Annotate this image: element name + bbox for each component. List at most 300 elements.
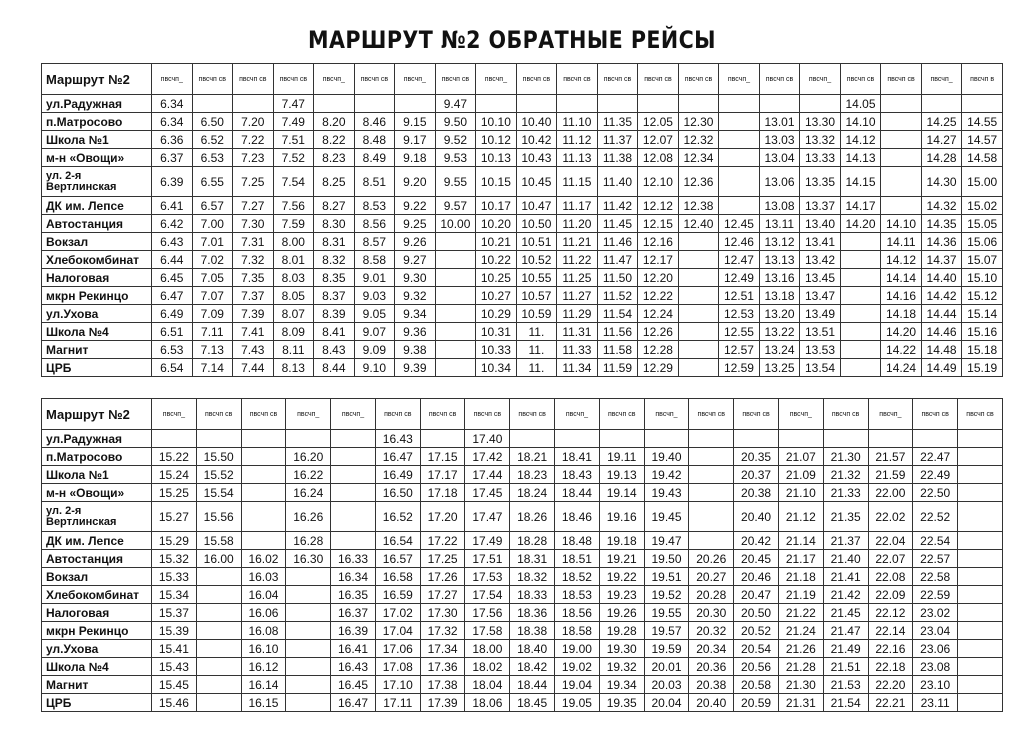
departure-time bbox=[840, 323, 881, 341]
departure-time: 12.15 bbox=[638, 215, 679, 233]
departure-time: 9.18 bbox=[395, 149, 436, 167]
trip-code-header: пвсчп св bbox=[759, 64, 800, 95]
departure-time bbox=[778, 430, 823, 448]
departure-time: 15.00 bbox=[962, 167, 1003, 197]
trip-code-header: пвсчп св bbox=[510, 399, 555, 430]
departure-time: 13.54 bbox=[800, 359, 841, 377]
departure-time: 22.58 bbox=[913, 568, 958, 586]
stop-row bbox=[42, 215, 1003, 233]
departure-time: 21.51 bbox=[823, 658, 868, 676]
departure-time: 10.43 bbox=[516, 149, 557, 167]
departure-time: 10.20 bbox=[476, 215, 517, 233]
departure-time bbox=[196, 586, 241, 604]
departure-time: 21.53 bbox=[823, 676, 868, 694]
departure-time: 14.13 bbox=[840, 149, 881, 167]
departure-time: 7.05 bbox=[192, 269, 233, 287]
departure-time: 11.46 bbox=[597, 233, 638, 251]
departure-time bbox=[395, 95, 436, 113]
departure-time bbox=[196, 640, 241, 658]
departure-time: 7.51 bbox=[273, 131, 314, 149]
departure-time: 14.12 bbox=[881, 251, 922, 269]
trip-code-header: пвсчп_ bbox=[719, 64, 760, 95]
departure-time: 16.26 bbox=[286, 502, 331, 532]
departure-time bbox=[840, 233, 881, 251]
departure-time: 15.06 bbox=[962, 233, 1003, 251]
departure-time bbox=[958, 430, 1003, 448]
departure-time bbox=[759, 95, 800, 113]
departure-time: 11.31 bbox=[557, 323, 598, 341]
trip-code-header: пвсчп св bbox=[196, 399, 241, 430]
departure-time bbox=[823, 430, 868, 448]
departure-time: 11.12 bbox=[557, 131, 598, 149]
departure-time: 17.42 bbox=[465, 448, 510, 466]
trip-code-header: пвсчп_ bbox=[476, 64, 517, 95]
stop-name: ДК им. Лепсе bbox=[42, 532, 152, 550]
departure-time: 14.10 bbox=[840, 113, 881, 131]
departure-time: 12.38 bbox=[678, 197, 719, 215]
departure-time: 14.18 bbox=[881, 305, 922, 323]
departure-time: 14.22 bbox=[881, 341, 922, 359]
departure-time: 11.40 bbox=[597, 167, 638, 197]
departure-time: 17.51 bbox=[465, 550, 510, 568]
stop-row bbox=[42, 604, 1003, 622]
departure-time: 15.12 bbox=[962, 287, 1003, 305]
departure-time: 12.30 bbox=[678, 113, 719, 131]
departure-time: 12.10 bbox=[638, 167, 679, 197]
departure-time: 10.25 bbox=[476, 269, 517, 287]
stop-name: ул. 2-я Вертлинская bbox=[42, 167, 152, 197]
trip-code-header: пвсчп св bbox=[557, 64, 598, 95]
trip-code-header: пвсчп_ bbox=[314, 64, 355, 95]
trip-code-header: пвсчп_ bbox=[152, 64, 193, 95]
departure-time: 14.35 bbox=[921, 215, 962, 233]
departure-time: 19.00 bbox=[555, 640, 600, 658]
departure-time bbox=[881, 197, 922, 215]
departure-time: 18.56 bbox=[555, 604, 600, 622]
departure-time: 18.04 bbox=[465, 676, 510, 694]
departure-time: 10.45 bbox=[516, 167, 557, 197]
departure-time: 21.33 bbox=[823, 484, 868, 502]
schedule-table-evening bbox=[41, 398, 1003, 712]
departure-time bbox=[286, 640, 331, 658]
departure-time: 18.44 bbox=[510, 676, 555, 694]
departure-time: 21.37 bbox=[823, 532, 868, 550]
departure-time: 11.27 bbox=[557, 287, 598, 305]
stop-name: Автостанция bbox=[42, 550, 152, 568]
departure-time bbox=[233, 95, 274, 113]
departure-time: 16.04 bbox=[241, 586, 286, 604]
departure-time bbox=[689, 502, 734, 532]
departure-time: 19.04 bbox=[555, 676, 600, 694]
departure-time bbox=[435, 233, 476, 251]
departure-time: 6.53 bbox=[152, 341, 193, 359]
departure-time: 15.02 bbox=[962, 197, 1003, 215]
departure-time: 17.06 bbox=[375, 640, 420, 658]
stop-name: мкрн Рекинцо bbox=[42, 287, 152, 305]
departure-time: 15.16 bbox=[962, 323, 1003, 341]
trip-code-header: пвсчп св bbox=[516, 64, 557, 95]
departure-time: 16.50 bbox=[375, 484, 420, 502]
departure-time bbox=[241, 484, 286, 502]
departure-time bbox=[678, 341, 719, 359]
departure-time: 11.54 bbox=[597, 305, 638, 323]
departure-time bbox=[331, 430, 376, 448]
stop-row bbox=[42, 430, 1003, 448]
departure-time bbox=[881, 131, 922, 149]
departure-time: 15.29 bbox=[152, 532, 197, 550]
stop-name: Магнит bbox=[42, 341, 152, 359]
departure-time: 15.25 bbox=[152, 484, 197, 502]
departure-time: 17.02 bbox=[375, 604, 420, 622]
departure-time: 16.35 bbox=[331, 586, 376, 604]
departure-time bbox=[241, 448, 286, 466]
departure-time bbox=[331, 448, 376, 466]
departure-time: 11.59 bbox=[597, 359, 638, 377]
departure-time: 18.46 bbox=[555, 502, 600, 532]
departure-time: 12.28 bbox=[638, 341, 679, 359]
departure-time: 19.16 bbox=[599, 502, 644, 532]
departure-time: 11.34 bbox=[557, 359, 598, 377]
trip-code-header: пвсчп_ bbox=[152, 399, 197, 430]
departure-time: 17.04 bbox=[375, 622, 420, 640]
departure-time: 14.58 bbox=[962, 149, 1003, 167]
departure-time: 16.03 bbox=[241, 568, 286, 586]
departure-time: 21.35 bbox=[823, 502, 868, 532]
departure-time: 11.13 bbox=[557, 149, 598, 167]
stop-name: Школа №1 bbox=[42, 131, 152, 149]
departure-time: 13.41 bbox=[800, 233, 841, 251]
departure-time: 13.01 bbox=[759, 113, 800, 131]
departure-time: 8.01 bbox=[273, 251, 314, 269]
departure-time bbox=[678, 233, 719, 251]
departure-time: 21.57 bbox=[868, 448, 913, 466]
departure-time: 11.37 bbox=[597, 131, 638, 149]
stop-name: ДК им. Лепсе bbox=[42, 197, 152, 215]
stop-row bbox=[42, 305, 1003, 323]
departure-time: 17.11 bbox=[375, 694, 420, 712]
departure-time: 18.02 bbox=[465, 658, 510, 676]
departure-time: 18.06 bbox=[465, 694, 510, 712]
departure-time bbox=[516, 95, 557, 113]
departure-time: 10.55 bbox=[516, 269, 557, 287]
departure-time: 18.36 bbox=[510, 604, 555, 622]
departure-time bbox=[840, 359, 881, 377]
departure-time: 13.49 bbox=[800, 305, 841, 323]
departure-time bbox=[678, 251, 719, 269]
departure-time: 14.42 bbox=[921, 287, 962, 305]
stop-row bbox=[42, 568, 1003, 586]
departure-time: 14.25 bbox=[921, 113, 962, 131]
departure-time bbox=[719, 131, 760, 149]
departure-time: 8.53 bbox=[354, 197, 395, 215]
departure-time: 6.36 bbox=[152, 131, 193, 149]
departure-time: 19.51 bbox=[644, 568, 689, 586]
departure-time: 15.27 bbox=[152, 502, 197, 532]
departure-time: 17.30 bbox=[420, 604, 465, 622]
departure-time bbox=[435, 287, 476, 305]
departure-time: 18.43 bbox=[555, 466, 600, 484]
departure-time: 16.02 bbox=[241, 550, 286, 568]
departure-time bbox=[913, 430, 958, 448]
trip-code-header: пвсчп_ bbox=[868, 399, 913, 430]
departure-time: 13.35 bbox=[800, 167, 841, 197]
departure-time: 17.18 bbox=[420, 484, 465, 502]
departure-time: 13.12 bbox=[759, 233, 800, 251]
departure-time: 10.13 bbox=[476, 149, 517, 167]
departure-time: 7.25 bbox=[233, 167, 274, 197]
stop-name: Магнит bbox=[42, 676, 152, 694]
departure-time: 20.04 bbox=[644, 694, 689, 712]
departure-time: 15.24 bbox=[152, 466, 197, 484]
departure-time: 13.08 bbox=[759, 197, 800, 215]
departure-time: 12.05 bbox=[638, 113, 679, 131]
stop-name: ул.Ухова bbox=[42, 640, 152, 658]
departure-time: 6.52 bbox=[192, 131, 233, 149]
departure-time: 14.28 bbox=[921, 149, 962, 167]
departure-time: 14.30 bbox=[921, 167, 962, 197]
departure-time: 11.25 bbox=[557, 269, 598, 287]
departure-time: 14.16 bbox=[881, 287, 922, 305]
stop-name: ул. 2-я Вертлинская bbox=[42, 502, 152, 532]
departure-time: 8.25 bbox=[314, 167, 355, 197]
departure-time: 12.55 bbox=[719, 323, 760, 341]
trip-code-header: пвсчп св bbox=[840, 64, 881, 95]
departure-time: 18.24 bbox=[510, 484, 555, 502]
departure-time: 19.30 bbox=[599, 640, 644, 658]
departure-time bbox=[958, 484, 1003, 502]
departure-time bbox=[435, 341, 476, 359]
departure-time: 6.53 bbox=[192, 149, 233, 167]
departure-time bbox=[476, 95, 517, 113]
departure-time: 10.40 bbox=[516, 113, 557, 131]
departure-time: 11.29 bbox=[557, 305, 598, 323]
departure-time: 16.34 bbox=[331, 568, 376, 586]
departure-time: 22.09 bbox=[868, 586, 913, 604]
departure-time: 16.20 bbox=[286, 448, 331, 466]
departure-time: 19.47 bbox=[644, 532, 689, 550]
departure-time bbox=[241, 532, 286, 550]
departure-time: 7.39 bbox=[233, 305, 274, 323]
departure-time: 22.49 bbox=[913, 466, 958, 484]
departure-time: 8.46 bbox=[354, 113, 395, 131]
departure-time: 8.23 bbox=[314, 149, 355, 167]
departure-time: 9.05 bbox=[354, 305, 395, 323]
stop-row bbox=[42, 448, 1003, 466]
trip-code-header: пвсчп_ bbox=[331, 399, 376, 430]
stop-name: Школа №1 bbox=[42, 466, 152, 484]
departure-time bbox=[719, 95, 760, 113]
departure-time: 7.49 bbox=[273, 113, 314, 131]
departure-time bbox=[196, 658, 241, 676]
departure-time: 6.55 bbox=[192, 167, 233, 197]
departure-time: 13.40 bbox=[800, 215, 841, 233]
departure-time: 14.49 bbox=[921, 359, 962, 377]
departure-time: 6.41 bbox=[152, 197, 193, 215]
trip-code-header: пвсчп св bbox=[465, 399, 510, 430]
departure-time: 9.53 bbox=[435, 149, 476, 167]
departure-time: 16.30 bbox=[286, 550, 331, 568]
departure-time: 14.12 bbox=[840, 131, 881, 149]
departure-time: 10.27 bbox=[476, 287, 517, 305]
departure-time: 18.23 bbox=[510, 466, 555, 484]
departure-time: 20.40 bbox=[734, 502, 779, 532]
trip-code-header: пвсчп св bbox=[273, 64, 314, 95]
trip-code-header: пвсчп св bbox=[354, 64, 395, 95]
departure-time: 19.26 bbox=[599, 604, 644, 622]
departure-time: 15.19 bbox=[962, 359, 1003, 377]
departure-time: 16.10 bbox=[241, 640, 286, 658]
departure-time bbox=[881, 95, 922, 113]
departure-time: 9.55 bbox=[435, 167, 476, 197]
departure-time: 12.46 bbox=[719, 233, 760, 251]
departure-time: 18.48 bbox=[555, 532, 600, 550]
departure-time: 10.29 bbox=[476, 305, 517, 323]
departure-time: 15.37 bbox=[152, 604, 197, 622]
departure-time: 16.14 bbox=[241, 676, 286, 694]
departure-time: 14.10 bbox=[881, 215, 922, 233]
departure-time: 7.01 bbox=[192, 233, 233, 251]
departure-time bbox=[689, 484, 734, 502]
departure-time: 14.40 bbox=[921, 269, 962, 287]
departure-time: 22.14 bbox=[868, 622, 913, 640]
departure-time: 7.59 bbox=[273, 215, 314, 233]
departure-time: 9.30 bbox=[395, 269, 436, 287]
departure-time bbox=[958, 532, 1003, 550]
departure-time: 12.17 bbox=[638, 251, 679, 269]
departure-time: 21.14 bbox=[778, 532, 823, 550]
departure-time: 17.53 bbox=[465, 568, 510, 586]
departure-time: 18.51 bbox=[555, 550, 600, 568]
departure-time: 19.50 bbox=[644, 550, 689, 568]
departure-time: 6.43 bbox=[152, 233, 193, 251]
departure-time: 9.17 bbox=[395, 131, 436, 149]
departure-time: 16.52 bbox=[375, 502, 420, 532]
trip-code-header: пвсчп_ bbox=[395, 64, 436, 95]
departure-time: 20.38 bbox=[689, 676, 734, 694]
departure-time: 21.17 bbox=[778, 550, 823, 568]
departure-time bbox=[719, 167, 760, 197]
departure-time: 8.44 bbox=[314, 359, 355, 377]
departure-time: 9.09 bbox=[354, 341, 395, 359]
departure-time: 23.02 bbox=[913, 604, 958, 622]
departure-time: 22.47 bbox=[913, 448, 958, 466]
trip-code-header: пвсчп св bbox=[913, 399, 958, 430]
stop-row bbox=[42, 550, 1003, 568]
stop-row bbox=[42, 233, 1003, 251]
departure-time: 20.26 bbox=[689, 550, 734, 568]
departure-time bbox=[958, 502, 1003, 532]
departure-time: 13.32 bbox=[800, 131, 841, 149]
stop-name: Школа №4 bbox=[42, 658, 152, 676]
departure-time: 18.52 bbox=[555, 568, 600, 586]
departure-time bbox=[958, 640, 1003, 658]
departure-time: 18.58 bbox=[555, 622, 600, 640]
departure-time: 8.11 bbox=[273, 341, 314, 359]
departure-time: 15.39 bbox=[152, 622, 197, 640]
stop-row bbox=[42, 197, 1003, 215]
departure-time: 7.35 bbox=[233, 269, 274, 287]
trip-code-header: пвсчп_ bbox=[800, 64, 841, 95]
departure-time: 22.57 bbox=[913, 550, 958, 568]
departure-time: 21.59 bbox=[868, 466, 913, 484]
departure-time: 6.47 bbox=[152, 287, 193, 305]
departure-time: 18.33 bbox=[510, 586, 555, 604]
departure-time bbox=[921, 95, 962, 113]
trip-code-header: пвсчп_ bbox=[555, 399, 600, 430]
departure-time: 22.18 bbox=[868, 658, 913, 676]
departure-time bbox=[435, 323, 476, 341]
stop-name: п.Матросово bbox=[42, 448, 152, 466]
departure-time: 8.13 bbox=[273, 359, 314, 377]
departure-time bbox=[286, 694, 331, 712]
departure-time: 13.06 bbox=[759, 167, 800, 197]
departure-time: 12.59 bbox=[719, 359, 760, 377]
departure-time: 14.36 bbox=[921, 233, 962, 251]
departure-time bbox=[241, 466, 286, 484]
stop-name: Налоговая bbox=[42, 269, 152, 287]
departure-time: 7.47 bbox=[273, 95, 314, 113]
departure-time: 17.22 bbox=[420, 532, 465, 550]
departure-time bbox=[241, 502, 286, 532]
departure-time: 13.04 bbox=[759, 149, 800, 167]
departure-time: 10.10 bbox=[476, 113, 517, 131]
departure-time: 22.16 bbox=[868, 640, 913, 658]
departure-time: 14.14 bbox=[881, 269, 922, 287]
departure-time: 14.57 bbox=[962, 131, 1003, 149]
departure-time: 19.55 bbox=[644, 604, 689, 622]
departure-time: 13.45 bbox=[800, 269, 841, 287]
departure-time: 13.33 bbox=[800, 149, 841, 167]
departure-time: 14.44 bbox=[921, 305, 962, 323]
departure-time: 16.24 bbox=[286, 484, 331, 502]
departure-time: 13.13 bbox=[759, 251, 800, 269]
departure-time: 11.15 bbox=[557, 167, 598, 197]
departure-time: 11. bbox=[516, 323, 557, 341]
departure-time: 7.23 bbox=[233, 149, 274, 167]
departure-time bbox=[678, 95, 719, 113]
departure-time: 21.30 bbox=[778, 676, 823, 694]
departure-time: 16.45 bbox=[331, 676, 376, 694]
departure-time bbox=[958, 604, 1003, 622]
departure-time bbox=[719, 149, 760, 167]
departure-time: 6.42 bbox=[152, 215, 193, 233]
departure-time: 22.52 bbox=[913, 502, 958, 532]
departure-time: 6.34 bbox=[152, 95, 193, 113]
departure-time: 7.37 bbox=[233, 287, 274, 305]
departure-time: 22.50 bbox=[913, 484, 958, 502]
departure-time: 11.56 bbox=[597, 323, 638, 341]
departure-time: 10.33 bbox=[476, 341, 517, 359]
departure-time: 12.07 bbox=[638, 131, 679, 149]
departure-time: 11.52 bbox=[597, 287, 638, 305]
departure-time: 9.52 bbox=[435, 131, 476, 149]
departure-time bbox=[840, 287, 881, 305]
departure-time: 22.20 bbox=[868, 676, 913, 694]
departure-time: 7.02 bbox=[192, 251, 233, 269]
departure-time bbox=[286, 676, 331, 694]
departure-time bbox=[958, 676, 1003, 694]
departure-time: 18.00 bbox=[465, 640, 510, 658]
departure-time: 7.56 bbox=[273, 197, 314, 215]
departure-time: 15.22 bbox=[152, 448, 197, 466]
trip-code-header: пвсчп св bbox=[375, 399, 420, 430]
departure-time bbox=[435, 359, 476, 377]
departure-time: 15.45 bbox=[152, 676, 197, 694]
departure-time: 22.21 bbox=[868, 694, 913, 712]
trip-code-header: пвсчп св bbox=[958, 399, 1003, 430]
departure-time: 13.30 bbox=[800, 113, 841, 131]
departure-time: 14.32 bbox=[921, 197, 962, 215]
